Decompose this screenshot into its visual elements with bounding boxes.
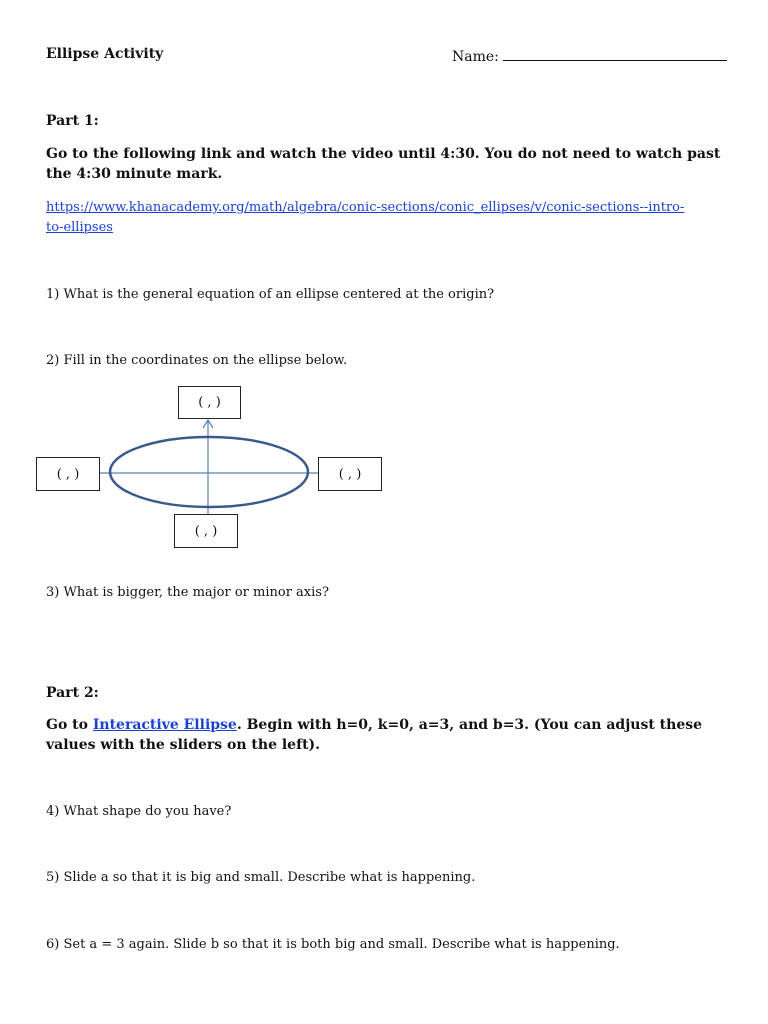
part1-instruction-line2: the 4:30 minute mark. xyxy=(46,166,223,182)
worksheet-title: Ellipse Activity xyxy=(46,46,164,62)
question-5: 5) Slide a so that it is big and small. Describe what is happening. xyxy=(46,870,476,885)
part1-instruction-line1: Go to the following link and watch the video until 4:30. You do not need to watch past xyxy=(46,146,721,162)
part1-heading: Part 1: xyxy=(46,113,99,129)
part2-go-to: Go to xyxy=(46,717,93,733)
name-label: Name: xyxy=(452,49,499,65)
question-3: 3) What is bigger, the major or minor axis? xyxy=(46,585,329,600)
coordinate-box-left[interactable]: ( , ) xyxy=(36,457,100,491)
coordinate-box-right[interactable]: ( , ) xyxy=(318,457,382,491)
ellipse xyxy=(110,437,308,507)
coordinate-box-top[interactable]: ( , ) xyxy=(178,386,241,419)
question-4: 4) What shape do you have? xyxy=(46,804,232,819)
part2-instruction-line1 xyxy=(46,717,702,733)
khan-academy-link-line2[interactable]: to-ellipses xyxy=(46,220,113,235)
part2-instruction-rest: . Begin with h=0, k=0, a=3, and b=3. (You can adjust these xyxy=(236,717,703,733)
interactive-ellipse-link[interactable]: Interactive Ellipse xyxy=(92,717,237,733)
question-2: 2) Fill in the coordinates on the ellipse below. xyxy=(46,353,348,368)
khan-academy-link-line1[interactable]: https://www.khanacademy.org/math/algebra/conic-sections/conic_ellipses/v/conic-sections--intro- xyxy=(46,200,685,215)
coordinate-box-bottom[interactable]: ( , ) xyxy=(174,514,238,548)
part2-heading: Part 2: xyxy=(46,685,99,701)
part2-instruction-line2: values with the sliders on the left). xyxy=(46,737,321,753)
question-1: 1) What is the general equation of an ellipse centered at the origin? xyxy=(46,287,495,302)
question-6: 6) Set a = 3 again. Slide b so that it is both big and small. Describe what is happening. xyxy=(46,937,620,952)
